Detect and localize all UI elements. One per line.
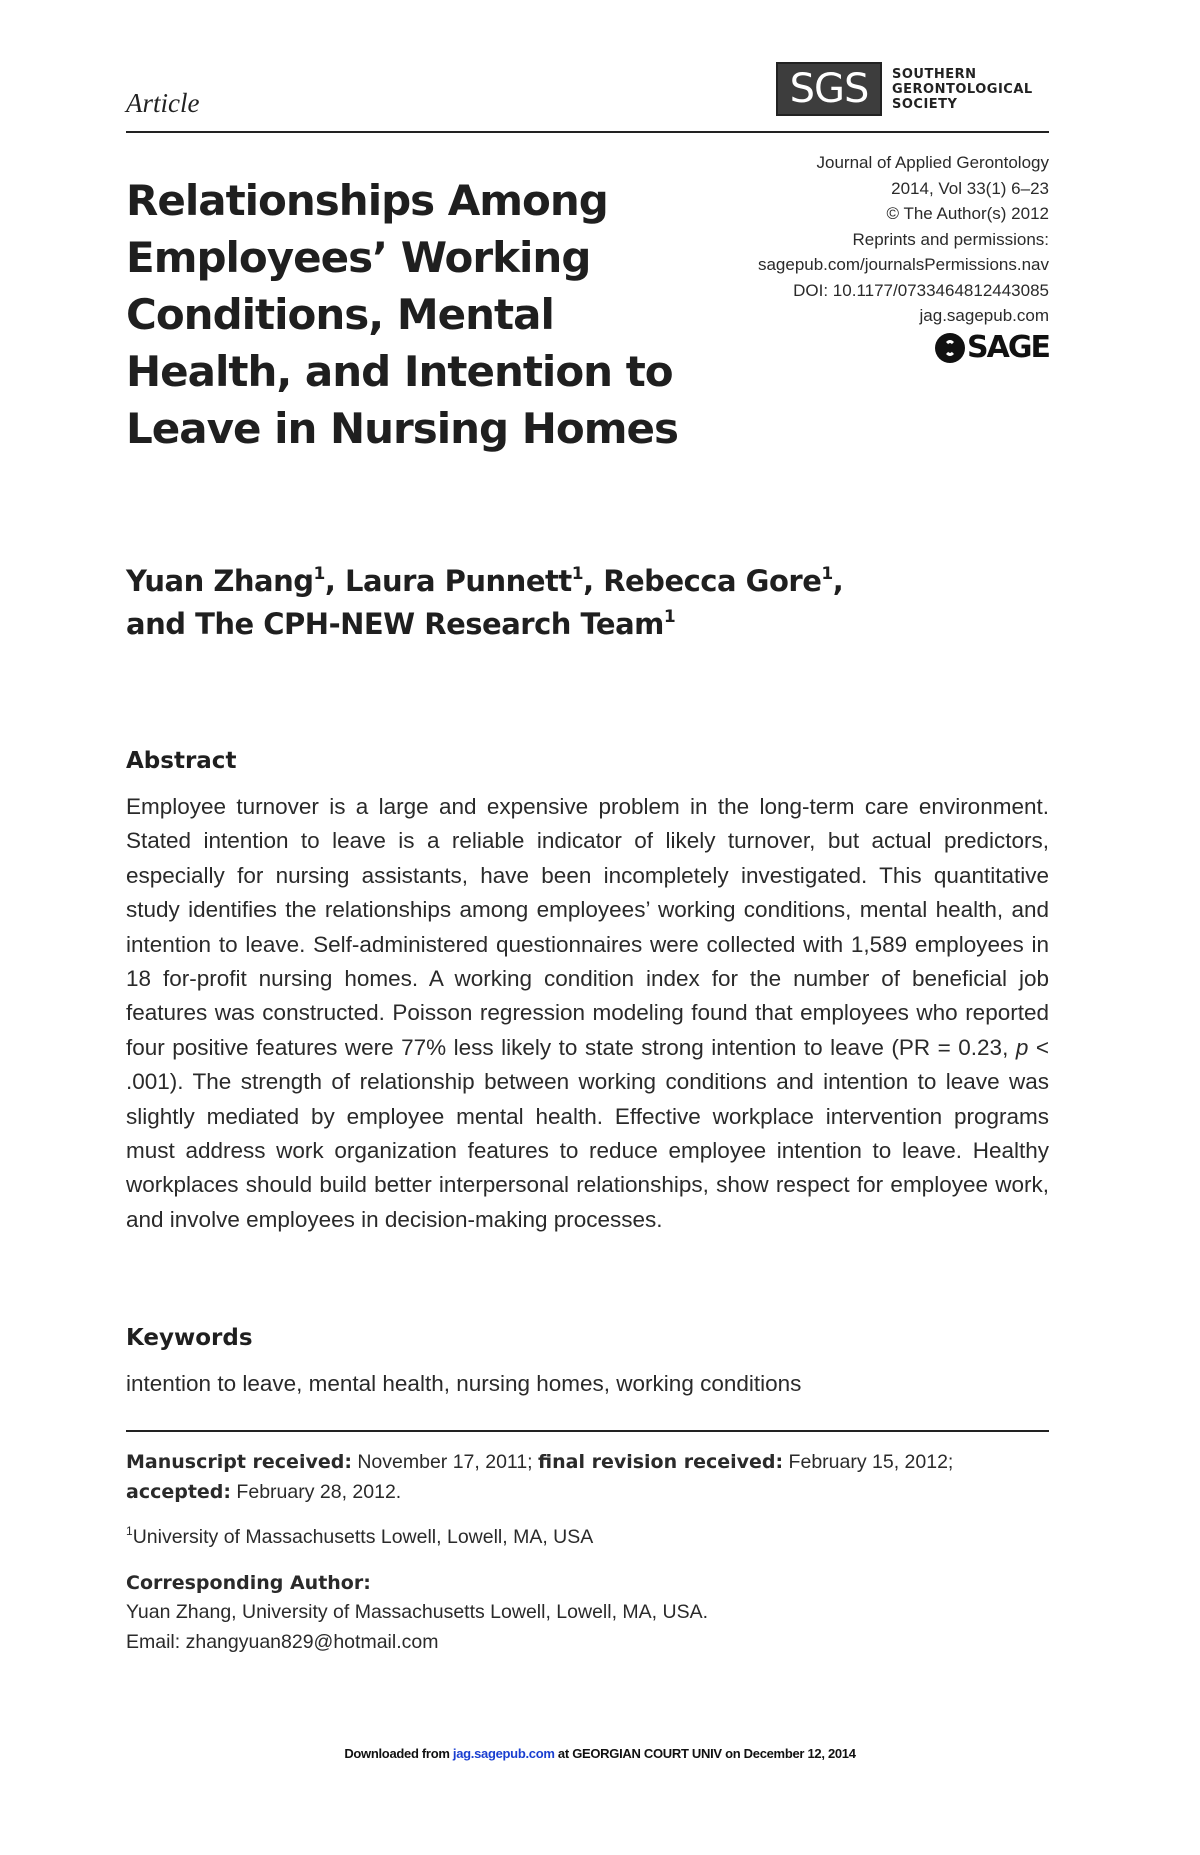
author-affiliation-marker: 1: [313, 564, 325, 584]
article-type-label: Article: [126, 88, 200, 118]
permissions-link[interactable]: sagepub.com/journalsPermissions.nav: [757, 255, 1049, 274]
article-title: Relationships Among Employees’ Working Conditions, Mental Health, and Intention to Leave in Nursing Homes: [126, 176, 678, 453]
abstract-p-symbol: p: [1015, 1034, 1029, 1060]
download-link[interactable]: jag.sagepub.com: [452, 1746, 555, 1761]
journal-site-link[interactable]: jag.sagepub.com: [919, 306, 1049, 325]
author-name: Yuan Zhang: [126, 564, 314, 598]
keywords-text: intention to leave, mental health, nursing homes, working conditions: [126, 1371, 802, 1396]
journal-volume: 2014, Vol 33(1) 6–23: [891, 178, 1049, 198]
accepted-date: February 28, 2012.: [231, 1480, 402, 1503]
sage-logo-text: SAGE: [967, 330, 1049, 365]
abstract-heading: Abstract: [126, 748, 237, 774]
download-suffix: at GEORGIAN COURT UNIV on December 12, 2014: [554, 1746, 856, 1761]
author-affiliation-marker: 1: [821, 564, 833, 584]
abstract-text-part: Employee turnover is a large and expensive problem in the long-term care environment. Stated intention to leave is a reliable indicator of likely turnover, but actual predictors, especially for nursing assistants, have been incompletely investigated. This quantitative study identifies the relationships among employees’ working conditions, mental health, and intention to leave. Self-administered questionnaires were collected with 1,589 employees in 18 for-profit nursing homes. A working condition index for the number of beneficial job features was constructed. Poisson regression modeling found that employees who reported four positive features were 77% less likely to state strong intention to leave (PR = 0.23,: [126, 794, 1049, 1060]
corresponding-address: Yuan Zhang, University of Massachusetts Lowell, Lowell, MA, USA.: [126, 1601, 709, 1623]
manuscript-dates: [126, 1448, 1049, 1507]
author-name: and The CPH-NEW Research Team: [126, 607, 664, 641]
download-notice: [0, 1746, 1200, 1761]
accepted-label: accepted:: [126, 1480, 232, 1503]
society-logo: [776, 62, 1033, 116]
journal-meta: [758, 150, 1049, 329]
society-name: [892, 67, 1033, 112]
author-name: Laura Punnett: [344, 564, 572, 598]
revision-date: February 15, 2012;: [783, 1451, 954, 1473]
received-date: November 17, 2011;: [351, 1451, 539, 1473]
affiliation-note: [126, 1523, 1049, 1553]
footnotes: [126, 1448, 1049, 1657]
corresponding-label: Corresponding Author:: [126, 1571, 371, 1594]
reprints-line: Reprints and permissions:: [852, 229, 1049, 249]
society-name-line: GERONTOLOGICAL: [892, 81, 1033, 97]
author-separator: ,: [832, 564, 844, 598]
author-line-2: [126, 603, 1026, 646]
affiliation-marker: 1: [126, 1524, 133, 1538]
keywords-heading: Keywords: [126, 1325, 253, 1351]
affiliation-text: University of Massachusetts Lowell, Lowell, MA, USA: [132, 1526, 594, 1548]
doi-line[interactable]: DOI: 10.1177/0733464812443085: [793, 280, 1049, 300]
society-name-line: SOUTHERN: [892, 66, 977, 82]
author-affiliation-marker: 1: [571, 564, 584, 584]
revision-label: final revision received:: [538, 1451, 784, 1473]
corresponding-author: [126, 1569, 1049, 1658]
author-affiliation-marker: 1: [663, 607, 676, 627]
sage-logo: [935, 330, 1049, 365]
footnote-divider: [126, 1430, 1049, 1432]
journal-name: Journal of Applied Gerontology: [816, 153, 1049, 172]
download-prefix: Downloaded from: [344, 1746, 453, 1761]
sgs-logo-mark: SGS: [776, 62, 882, 116]
abstract-text: [126, 790, 1049, 1237]
sage-logo-icon: [935, 333, 965, 363]
abstract-text-part: < .001). The strength of relationship between working conditions and intention to leave was slightly mediated by employee mental health. Effective workplace intervention programs must address work organization features to reduce employee intention to leave. Healthy workplaces should build better interpersonal relationships, show respect for employee work, and involve employees in decision-making processes.: [126, 1034, 1049, 1232]
copyright-line: © The Author(s) 2012: [886, 204, 1049, 223]
corresponding-email[interactable]: Email: zhangyuan829@hotmail.com: [126, 1630, 439, 1653]
author-name: Rebecca Gore: [603, 564, 822, 598]
received-label: Manuscript received:: [126, 1451, 352, 1473]
header-divider: [126, 131, 1049, 133]
society-name-line: SOCIETY: [892, 96, 958, 112]
author-list: [126, 560, 1026, 646]
author-separator: ,: [324, 564, 345, 598]
author-separator: ,: [583, 564, 604, 598]
author-line-1: [126, 560, 1026, 603]
